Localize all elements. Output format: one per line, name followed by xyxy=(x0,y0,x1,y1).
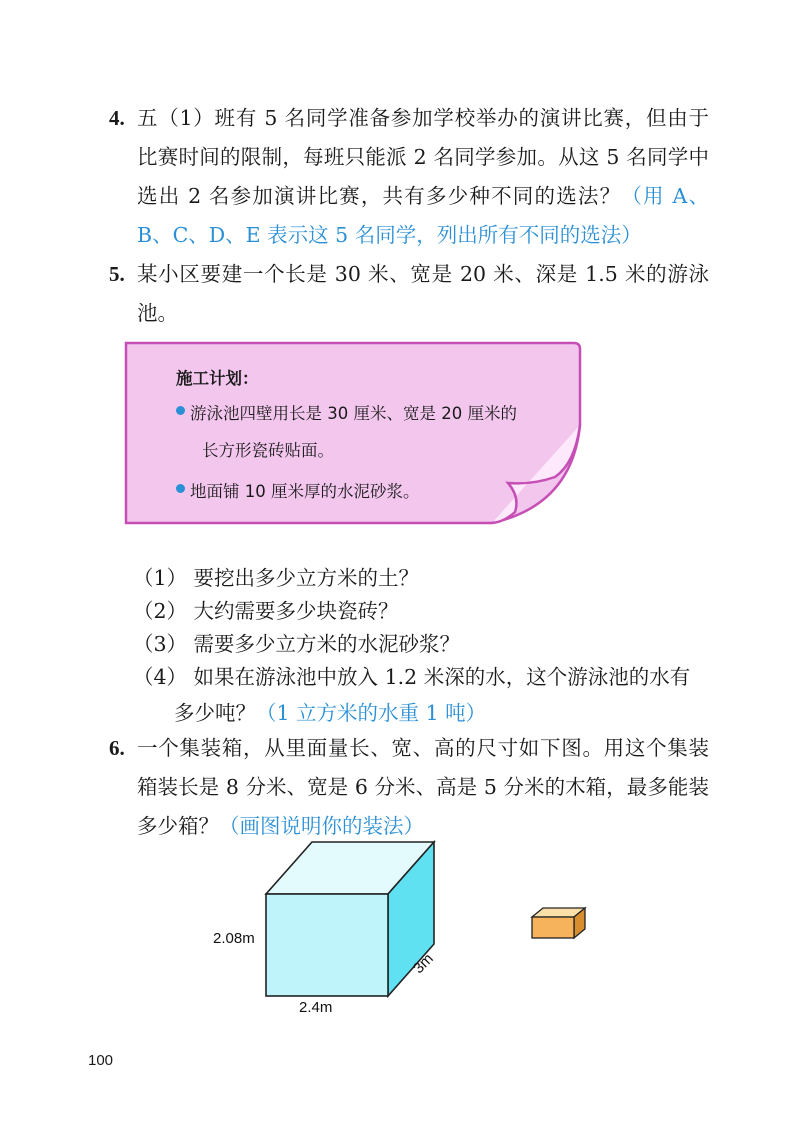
question-number: 6. xyxy=(109,736,125,760)
question-number: 4. xyxy=(109,106,125,130)
length-label: 2.4m xyxy=(299,999,333,1016)
box-front-face xyxy=(532,917,574,938)
sub-question-4: （4） 如果在游泳池中放入 1.2 米深的水，这个游泳池的水有多少吨？（1 立方米的水重 1 吨） xyxy=(133,665,691,725)
bullet-dot xyxy=(176,406,185,415)
question-number: 5. xyxy=(109,262,125,286)
bullet-dot xyxy=(176,484,185,493)
sub-question-3: （3） 需要多少立方米的水泥砂浆？ xyxy=(133,632,461,656)
question-text: 某小区要建一个长是 30 米、宽是 20 米、深是 1.5 米的游泳池。 xyxy=(137,262,709,325)
page-number: 100 xyxy=(88,1052,114,1069)
sub-question-2: （2） 大约需要多少块瓷砖？ xyxy=(133,599,399,623)
question-text: 五（1）班有 5 名同学准备参加学校举办的演讲比赛，但由于比赛时间的限制，每班只能派 2 名同学参加。从这 5 名同学中选出 2 名参加演讲比赛，共有多少种不同的选法？（用 A、B、C、D、E 表示这 5 名同学，列出所有不同的选法） xyxy=(137,106,709,247)
question-5 xyxy=(109,255,709,333)
sub-question-1: （1） 要挖出多少立方米的土？ xyxy=(133,566,420,590)
question-hint: （画图说明你的装法） xyxy=(219,814,424,838)
question-6 xyxy=(109,729,709,846)
question-text: 一个集装箱，从里面量长、宽、高的尺寸如下图。用这个集装箱装长是 8 分米、宽是 6 分米、高是 5 分米的木箱，最多能装多少箱？（画图说明你的装法） xyxy=(137,736,709,838)
plan-item-1: 游泳池四壁用长是 30 厘米、宽是 20 厘米的 xyxy=(190,404,517,423)
plan-title: 施工计划： xyxy=(176,369,259,388)
question-4 xyxy=(109,99,709,255)
width-label: 3m xyxy=(410,950,437,978)
plan-item-1-continued: 长方形瓷砖贴面。 xyxy=(202,441,334,460)
question-hint: （1 立方米的水重 1 吨） xyxy=(256,701,487,725)
container-cuboid xyxy=(260,840,440,1000)
plan-item-2: 地面铺 10 厘米厚的水泥砂浆。 xyxy=(190,482,420,501)
question-hint: （用 A、B、C、D、E 表示这 5 名同学，列出所有不同的选法） xyxy=(137,184,709,247)
wooden-box xyxy=(530,905,590,941)
height-label: 2.08m xyxy=(213,930,255,947)
container-front-face xyxy=(266,894,388,996)
